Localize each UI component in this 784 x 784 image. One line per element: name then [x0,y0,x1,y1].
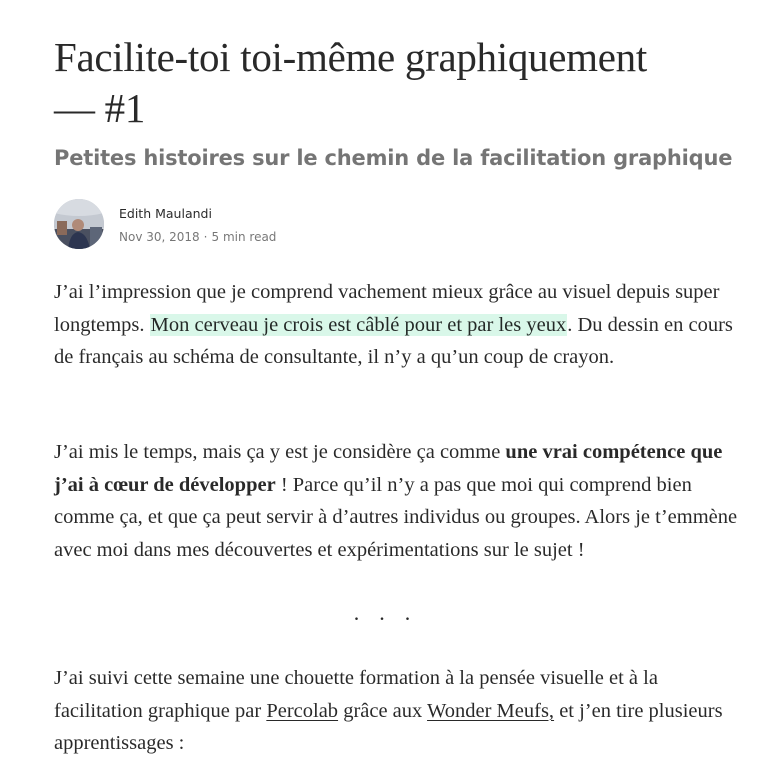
article-subtitle: Petites histoires sur le chemin de la facilitation graphique [54,146,733,170]
meta-separator: · [203,230,208,244]
paragraph-motivation [54,436,744,566]
read-time: 5 min read [211,230,277,244]
avatar-photo [54,199,104,249]
section-separator: ... [353,600,431,625]
post-meta [119,230,276,244]
article-title-line1: Facilite-toi toi-même graphiquement [54,34,647,80]
author-avatar[interactable] [54,199,104,249]
paragraph-training-text-b: grâce aux [338,699,428,722]
article-title [54,32,754,134]
paragraph-intro-text-b: . Du dessin en cours de français au schéma de consultante, il n’y a qu’un coup de crayon. [54,313,733,368]
post-date: Nov 30, 2018 [119,230,200,244]
paragraph-motivation-text-a: J’ai mis le temps, mais ça y est je considère ça comme [54,441,506,463]
wonder-meufs-link[interactable]: Wonder Meufs, [427,699,555,722]
bold-text: une vrai compétence que j’ai à cœur de développer [54,441,723,496]
author-name[interactable]: Edith Maulandi [119,206,212,221]
paragraph-training [54,662,744,760]
paragraph-training-text-a: J’ai suivi cette semaine une chouette formation à la pensée visuelle et à la facilitation graphique par [54,667,658,722]
paragraph-training-text-c: et j’en tire plusieurs apprentissages : [54,699,723,754]
highlighted-text[interactable]: Mon cerveau je crois est câblé pour et par les yeux [150,313,567,336]
paragraph-motivation-text-b: ! Parce qu’il n’y a pas que moi qui comprend bien comme ça, et que ça peut servir à d’autres individus ou groupes. Alors je t’emmène avec moi dans mes découvertes et expérimentations sur le sujet ! [54,473,738,561]
paragraph-intro [54,276,744,374]
paragraph-intro-text-a: J’ai l’impression que je comprend vachement mieux grâce au visuel depuis super longtemps. [54,281,720,336]
article-title-line2: — #1 [54,85,146,131]
percolab-link[interactable]: Percolab [266,699,339,722]
author-byline [54,199,454,251]
